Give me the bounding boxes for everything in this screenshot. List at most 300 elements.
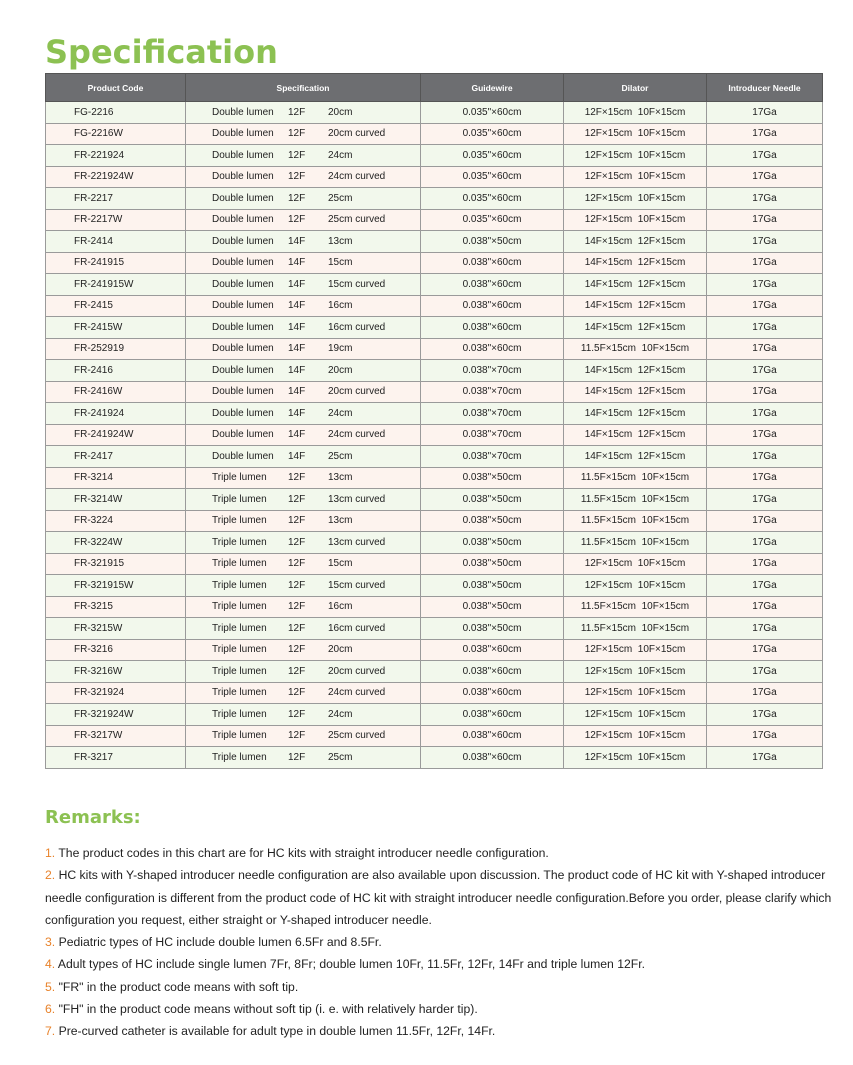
- spec-length: 13cm curved: [328, 493, 386, 505]
- cell-introducer-needle: 17Ga: [707, 467, 823, 489]
- spec-length: 13cm: [328, 472, 353, 484]
- cell-dilator: 14F×15cm 12F×15cm: [564, 360, 707, 382]
- cell-guidewire: 0.038"×60cm: [421, 682, 564, 704]
- spec-french-size: 14F: [288, 300, 306, 312]
- cell-specification: [186, 102, 421, 124]
- cell-specification: [186, 317, 421, 339]
- spec-french-size: 12F: [288, 558, 306, 570]
- spec-lumen: Double lumen: [212, 128, 274, 140]
- cell-guidewire: 0.035"×60cm: [421, 166, 564, 188]
- spec-french-size: 12F: [288, 106, 306, 118]
- cell-guidewire: 0.038"×50cm: [421, 596, 564, 618]
- cell-introducer-needle: 17Ga: [707, 682, 823, 704]
- table-body: [46, 102, 823, 769]
- spec-french-size: 14F: [288, 235, 306, 247]
- remarks-title: Remarks:: [45, 807, 141, 828]
- spec-length: 25cm curved: [328, 214, 386, 226]
- table-row: [46, 725, 823, 747]
- cell-product-code: FR-3216W: [46, 661, 186, 683]
- cell-guidewire: 0.038"×50cm: [421, 231, 564, 253]
- cell-specification: [186, 274, 421, 296]
- spec-french-size: 12F: [288, 751, 306, 763]
- cell-introducer-needle: 17Ga: [707, 188, 823, 210]
- spec-length: 25cm curved: [328, 730, 386, 742]
- spec-length: 20cm curved: [328, 128, 386, 140]
- spec-length: 20cm curved: [328, 665, 386, 677]
- spec-french-size: 12F: [288, 214, 306, 226]
- spec-lumen: Double lumen: [212, 429, 274, 441]
- remark-item: [45, 864, 835, 931]
- cell-dilator: 12F×15cm 10F×15cm: [564, 661, 707, 683]
- cell-dilator: 12F×15cm 10F×15cm: [564, 145, 707, 167]
- cell-dilator: 12F×15cm 10F×15cm: [564, 682, 707, 704]
- page-title: Specification: [45, 33, 278, 71]
- spec-lumen: Double lumen: [212, 450, 274, 462]
- cell-introducer-needle: 17Ga: [707, 424, 823, 446]
- spec-length: 16cm: [328, 300, 353, 312]
- table-row: [46, 596, 823, 618]
- cell-product-code: FR-3224: [46, 510, 186, 532]
- table-row: [46, 467, 823, 489]
- cell-product-code: FR-241915W: [46, 274, 186, 296]
- cell-product-code: FR-221924W: [46, 166, 186, 188]
- cell-introducer-needle: 17Ga: [707, 102, 823, 124]
- spec-french-size: 12F: [288, 493, 306, 505]
- remark-number: 1.: [45, 846, 56, 860]
- cell-introducer-needle: 17Ga: [707, 747, 823, 769]
- cell-guidewire: 0.038"×60cm: [421, 274, 564, 296]
- cell-specification: [186, 510, 421, 532]
- cell-product-code: FR-2217: [46, 188, 186, 210]
- remark-text: The product codes in this chart are for HC kits with straight introducer needle configuration.: [58, 846, 549, 860]
- cell-dilator: 12F×15cm 10F×15cm: [564, 704, 707, 726]
- cell-specification: [186, 596, 421, 618]
- table-row: [46, 661, 823, 683]
- cell-product-code: FR-3216: [46, 639, 186, 661]
- cell-guidewire: 0.038"×70cm: [421, 381, 564, 403]
- table-row: [46, 403, 823, 425]
- cell-dilator: 12F×15cm 10F×15cm: [564, 123, 707, 145]
- cell-guidewire: 0.038"×70cm: [421, 446, 564, 468]
- cell-product-code: FR-252919: [46, 338, 186, 360]
- cell-introducer-needle: 17Ga: [707, 704, 823, 726]
- cell-product-code: FR-321915W: [46, 575, 186, 597]
- cell-introducer-needle: 17Ga: [707, 403, 823, 425]
- spec-lumen: Triple lumen: [212, 687, 267, 699]
- cell-product-code: FR-2415: [46, 295, 186, 317]
- remark-item: [45, 976, 835, 998]
- cell-specification: [186, 575, 421, 597]
- spec-lumen: Double lumen: [212, 364, 274, 376]
- cell-dilator: 11.5F×15cm 10F×15cm: [564, 618, 707, 640]
- remark-item: [45, 931, 835, 953]
- remarks-list: [45, 842, 835, 1043]
- spec-length: 13cm curved: [328, 536, 386, 548]
- spec-length: 25cm: [328, 450, 353, 462]
- header-guidewire: Guidewire: [421, 74, 564, 102]
- table-row: [46, 123, 823, 145]
- cell-guidewire: 0.038"×50cm: [421, 553, 564, 575]
- header-dilator: Dilator: [564, 74, 707, 102]
- cell-introducer-needle: 17Ga: [707, 274, 823, 296]
- spec-french-size: 12F: [288, 622, 306, 634]
- table-row: [46, 704, 823, 726]
- cell-guidewire: 0.038"×70cm: [421, 424, 564, 446]
- spec-french-size: 14F: [288, 278, 306, 290]
- cell-dilator: 11.5F×15cm 10F×15cm: [564, 510, 707, 532]
- cell-product-code: FR-241915: [46, 252, 186, 274]
- spec-french-size: 12F: [288, 601, 306, 613]
- cell-dilator: 11.5F×15cm 10F×15cm: [564, 489, 707, 511]
- spec-length: 15cm: [328, 257, 353, 269]
- cell-introducer-needle: 17Ga: [707, 661, 823, 683]
- table-row: [46, 188, 823, 210]
- cell-guidewire: 0.038"×60cm: [421, 704, 564, 726]
- spec-french-size: 12F: [288, 192, 306, 204]
- cell-guidewire: 0.038"×50cm: [421, 532, 564, 554]
- spec-length: 16cm: [328, 601, 353, 613]
- cell-guidewire: 0.035"×60cm: [421, 209, 564, 231]
- cell-specification: [186, 446, 421, 468]
- table-row: [46, 682, 823, 704]
- cell-guidewire: 0.038"×60cm: [421, 295, 564, 317]
- header-introducer-needle: Introducer Needle: [707, 74, 823, 102]
- spec-length: 20cm curved: [328, 386, 386, 398]
- cell-product-code: FG-2216: [46, 102, 186, 124]
- cell-specification: [186, 231, 421, 253]
- spec-length: 13cm: [328, 235, 353, 247]
- cell-dilator: 12F×15cm 10F×15cm: [564, 575, 707, 597]
- cell-dilator: 11.5F×15cm 10F×15cm: [564, 338, 707, 360]
- cell-specification: [186, 682, 421, 704]
- remark-item: [45, 842, 835, 864]
- cell-specification: [186, 725, 421, 747]
- header-product-code: Product Code: [46, 74, 186, 102]
- cell-product-code: FR-3214: [46, 467, 186, 489]
- spec-french-size: 14F: [288, 343, 306, 355]
- cell-introducer-needle: 17Ga: [707, 295, 823, 317]
- remark-number: 3.: [45, 935, 56, 950]
- table-row: [46, 360, 823, 382]
- table-row: [46, 424, 823, 446]
- cell-introducer-needle: 17Ga: [707, 381, 823, 403]
- cell-product-code: FR-2416W: [46, 381, 186, 403]
- remark-text: HC kits with Y-shaped introducer needle configuration are also available upon discussion. The product code of HC kit with Y-shaped introducer needle configuration is different from the product code of HC kit with straight introducer needle configuration.Before you order, please clarify which configuration you request, either straight or Y-shaped introducer needle.: [45, 868, 832, 927]
- spec-french-size: 14F: [288, 429, 306, 441]
- spec-lumen: Double lumen: [212, 214, 274, 226]
- cell-specification: [186, 381, 421, 403]
- cell-specification: [186, 467, 421, 489]
- cell-specification: [186, 295, 421, 317]
- cell-specification: [186, 532, 421, 554]
- table-row: [46, 639, 823, 661]
- specification-table: [45, 73, 823, 769]
- cell-specification: [186, 166, 421, 188]
- cell-dilator: 12F×15cm 10F×15cm: [564, 188, 707, 210]
- remark-text: "FR" in the product code means with soft tip.: [58, 979, 299, 994]
- cell-guidewire: 0.038"×50cm: [421, 575, 564, 597]
- cell-product-code: FR-321915: [46, 553, 186, 575]
- table-row: [46, 381, 823, 403]
- cell-dilator: 14F×15cm 12F×15cm: [564, 295, 707, 317]
- cell-specification: [186, 188, 421, 210]
- cell-dilator: 14F×15cm 12F×15cm: [564, 252, 707, 274]
- remark-text: Pediatric types of HC include double lumen 6.5Fr and 8.5Fr.: [58, 935, 382, 950]
- cell-guidewire: 0.038"×50cm: [421, 489, 564, 511]
- spec-length: 13cm: [328, 515, 353, 527]
- cell-guidewire: 0.038"×60cm: [421, 747, 564, 769]
- spec-lumen: Triple lumen: [212, 622, 267, 634]
- remark-text: "FH" in the product code means without soft tip (i. e. with relatively harder tip).: [58, 1002, 478, 1017]
- spec-length: 20cm: [328, 106, 353, 118]
- spec-length: 24cm curved: [328, 429, 386, 441]
- cell-dilator: 14F×15cm 12F×15cm: [564, 381, 707, 403]
- cell-dilator: 14F×15cm 12F×15cm: [564, 274, 707, 296]
- cell-introducer-needle: 17Ga: [707, 123, 823, 145]
- spec-french-size: 12F: [288, 644, 306, 656]
- cell-product-code: FR-3217W: [46, 725, 186, 747]
- spec-lumen: Double lumen: [212, 106, 274, 118]
- cell-dilator: 14F×15cm 12F×15cm: [564, 424, 707, 446]
- cell-specification: [186, 704, 421, 726]
- cell-specification: [186, 618, 421, 640]
- remark-number: 4.: [45, 957, 56, 972]
- cell-specification: [186, 661, 421, 683]
- cell-introducer-needle: 17Ga: [707, 510, 823, 532]
- table-row: [46, 231, 823, 253]
- cell-guidewire: 0.038"×50cm: [421, 618, 564, 640]
- cell-dilator: 12F×15cm 10F×15cm: [564, 209, 707, 231]
- cell-specification: [186, 360, 421, 382]
- cell-dilator: 12F×15cm 10F×15cm: [564, 553, 707, 575]
- spec-french-size: 14F: [288, 450, 306, 462]
- remark-number: 5.: [45, 979, 56, 994]
- spec-length: 25cm: [328, 751, 353, 763]
- spec-length: 25cm: [328, 192, 353, 204]
- spec-french-size: 12F: [288, 536, 306, 548]
- cell-guidewire: 0.035"×60cm: [421, 145, 564, 167]
- spec-lumen: Double lumen: [212, 257, 274, 269]
- spec-french-size: 14F: [288, 321, 306, 333]
- spec-french-size: 12F: [288, 171, 306, 183]
- cell-product-code: FR-321924: [46, 682, 186, 704]
- cell-specification: [186, 123, 421, 145]
- cell-product-code: FR-3214W: [46, 489, 186, 511]
- spec-french-size: 12F: [288, 708, 306, 720]
- spec-lumen: Double lumen: [212, 192, 274, 204]
- spec-lumen: Triple lumen: [212, 558, 267, 570]
- spec-french-size: 12F: [288, 472, 306, 484]
- spec-length: 24cm curved: [328, 687, 386, 699]
- cell-specification: [186, 747, 421, 769]
- cell-guidewire: 0.038"×60cm: [421, 725, 564, 747]
- cell-dilator: 14F×15cm 12F×15cm: [564, 317, 707, 339]
- cell-guidewire: 0.038"×60cm: [421, 338, 564, 360]
- cell-introducer-needle: 17Ga: [707, 489, 823, 511]
- spec-lumen: Double lumen: [212, 149, 274, 161]
- cell-introducer-needle: 17Ga: [707, 725, 823, 747]
- cell-product-code: FR-321924W: [46, 704, 186, 726]
- cell-product-code: FR-2217W: [46, 209, 186, 231]
- spec-length: 16cm curved: [328, 321, 386, 333]
- spec-length: 24cm: [328, 708, 353, 720]
- spec-lumen: Triple lumen: [212, 708, 267, 720]
- spec-length: 15cm curved: [328, 579, 386, 591]
- spec-lumen: Triple lumen: [212, 751, 267, 763]
- spec-length: 20cm: [328, 644, 353, 656]
- cell-dilator: 12F×15cm 10F×15cm: [564, 102, 707, 124]
- cell-product-code: FR-3224W: [46, 532, 186, 554]
- cell-dilator: 11.5F×15cm 10F×15cm: [564, 467, 707, 489]
- cell-introducer-needle: 17Ga: [707, 575, 823, 597]
- remark-number: 7.: [45, 1024, 56, 1039]
- header-specification: Specification: [186, 74, 421, 102]
- table-row: [46, 446, 823, 468]
- spec-french-size: 14F: [288, 257, 306, 269]
- cell-introducer-needle: 17Ga: [707, 317, 823, 339]
- cell-introducer-needle: 17Ga: [707, 639, 823, 661]
- spec-french-size: 12F: [288, 149, 306, 161]
- cell-guidewire: 0.038"×60cm: [421, 639, 564, 661]
- cell-guidewire: 0.038"×50cm: [421, 467, 564, 489]
- spec-lumen: Triple lumen: [212, 665, 267, 677]
- cell-introducer-needle: 17Ga: [707, 338, 823, 360]
- table-row: [46, 102, 823, 124]
- spec-lumen: Double lumen: [212, 386, 274, 398]
- cell-product-code: FR-2417: [46, 446, 186, 468]
- cell-specification: [186, 252, 421, 274]
- cell-dilator: 14F×15cm 12F×15cm: [564, 231, 707, 253]
- cell-dilator: 11.5F×15cm 10F×15cm: [564, 596, 707, 618]
- spec-french-size: 12F: [288, 128, 306, 140]
- remark-text: Pre-curved catheter is available for adult type in double lumen 11.5Fr, 12Fr, 14Fr.: [58, 1024, 496, 1039]
- cell-guidewire: 0.038"×70cm: [421, 360, 564, 382]
- cell-guidewire: 0.035"×60cm: [421, 123, 564, 145]
- cell-introducer-needle: 17Ga: [707, 166, 823, 188]
- table-row: [46, 510, 823, 532]
- spec-lumen: Double lumen: [212, 407, 274, 419]
- table-header-row: [46, 74, 823, 102]
- table-row: [46, 252, 823, 274]
- spec-lumen: Double lumen: [212, 321, 274, 333]
- spec-lumen: Triple lumen: [212, 493, 267, 505]
- cell-introducer-needle: 17Ga: [707, 618, 823, 640]
- cell-dilator: 12F×15cm 10F×15cm: [564, 747, 707, 769]
- spec-length: 20cm: [328, 364, 353, 376]
- table-row: [46, 575, 823, 597]
- spec-french-size: 14F: [288, 407, 306, 419]
- cell-introducer-needle: 17Ga: [707, 596, 823, 618]
- table-row: [46, 532, 823, 554]
- spec-french-size: 12F: [288, 579, 306, 591]
- cell-product-code: FG-2216W: [46, 123, 186, 145]
- cell-guidewire: 0.038"×60cm: [421, 252, 564, 274]
- table-row: [46, 274, 823, 296]
- remark-item: [45, 953, 835, 975]
- table-row: [46, 618, 823, 640]
- cell-specification: [186, 338, 421, 360]
- cell-guidewire: 0.035"×60cm: [421, 102, 564, 124]
- cell-introducer-needle: 17Ga: [707, 209, 823, 231]
- remark-number: 6.: [45, 1002, 56, 1017]
- cell-product-code: FR-221924: [46, 145, 186, 167]
- spec-french-size: 12F: [288, 665, 306, 677]
- spec-lumen: Triple lumen: [212, 515, 267, 527]
- table-row: [46, 295, 823, 317]
- table-row: [46, 747, 823, 769]
- remark-item: [45, 1020, 835, 1042]
- cell-introducer-needle: 17Ga: [707, 231, 823, 253]
- cell-specification: [186, 403, 421, 425]
- cell-dilator: 12F×15cm 10F×15cm: [564, 166, 707, 188]
- cell-product-code: FR-3217: [46, 747, 186, 769]
- table-row: [46, 553, 823, 575]
- spec-lumen: Triple lumen: [212, 472, 267, 484]
- spec-lumen: Double lumen: [212, 235, 274, 247]
- spec-french-size: 12F: [288, 730, 306, 742]
- table-row: [46, 317, 823, 339]
- cell-dilator: 14F×15cm 12F×15cm: [564, 446, 707, 468]
- cell-product-code: FR-2416: [46, 360, 186, 382]
- spec-french-size: 12F: [288, 687, 306, 699]
- cell-guidewire: 0.038"×60cm: [421, 661, 564, 683]
- cell-introducer-needle: 17Ga: [707, 553, 823, 575]
- cell-product-code: FR-241924: [46, 403, 186, 425]
- cell-guidewire: 0.038"×50cm: [421, 510, 564, 532]
- cell-dilator: 12F×15cm 10F×15cm: [564, 725, 707, 747]
- table-row: [46, 145, 823, 167]
- spec-lumen: Triple lumen: [212, 579, 267, 591]
- spec-french-size: 14F: [288, 386, 306, 398]
- cell-guidewire: 0.035"×60cm: [421, 188, 564, 210]
- remark-item: [45, 998, 835, 1020]
- cell-introducer-needle: 17Ga: [707, 360, 823, 382]
- cell-dilator: 11.5F×15cm 10F×15cm: [564, 532, 707, 554]
- cell-specification: [186, 489, 421, 511]
- table-row: [46, 209, 823, 231]
- remark-text: Adult types of HC include single lumen 7Fr, 8Fr; double lumen 10Fr, 11.5Fr, 12Fr, 14Fr and triple lumen 12Fr.: [57, 957, 645, 972]
- cell-guidewire: 0.038"×70cm: [421, 403, 564, 425]
- spec-length: 24cm curved: [328, 171, 386, 183]
- cell-introducer-needle: 17Ga: [707, 532, 823, 554]
- cell-guidewire: 0.038"×60cm: [421, 317, 564, 339]
- cell-specification: [186, 209, 421, 231]
- spec-length: 24cm: [328, 149, 353, 161]
- table-row: [46, 489, 823, 511]
- cell-specification: [186, 145, 421, 167]
- spec-lumen: Double lumen: [212, 278, 274, 290]
- spec-french-size: 14F: [288, 364, 306, 376]
- cell-product-code: FR-2414: [46, 231, 186, 253]
- spec-lumen: Triple lumen: [212, 730, 267, 742]
- cell-dilator: 14F×15cm 12F×15cm: [564, 403, 707, 425]
- spec-length: 19cm: [328, 343, 353, 355]
- cell-product-code: FR-2415W: [46, 317, 186, 339]
- table-row: [46, 338, 823, 360]
- table-row: [46, 166, 823, 188]
- spec-lumen: Double lumen: [212, 300, 274, 312]
- cell-dilator: 12F×15cm 10F×15cm: [564, 639, 707, 661]
- cell-product-code: FR-241924W: [46, 424, 186, 446]
- spec-lumen: Triple lumen: [212, 536, 267, 548]
- spec-length: 15cm curved: [328, 278, 386, 290]
- spec-french-size: 12F: [288, 515, 306, 527]
- cell-specification: [186, 424, 421, 446]
- spec-lumen: Triple lumen: [212, 601, 267, 613]
- cell-introducer-needle: 17Ga: [707, 446, 823, 468]
- cell-product-code: FR-3215W: [46, 618, 186, 640]
- cell-specification: [186, 639, 421, 661]
